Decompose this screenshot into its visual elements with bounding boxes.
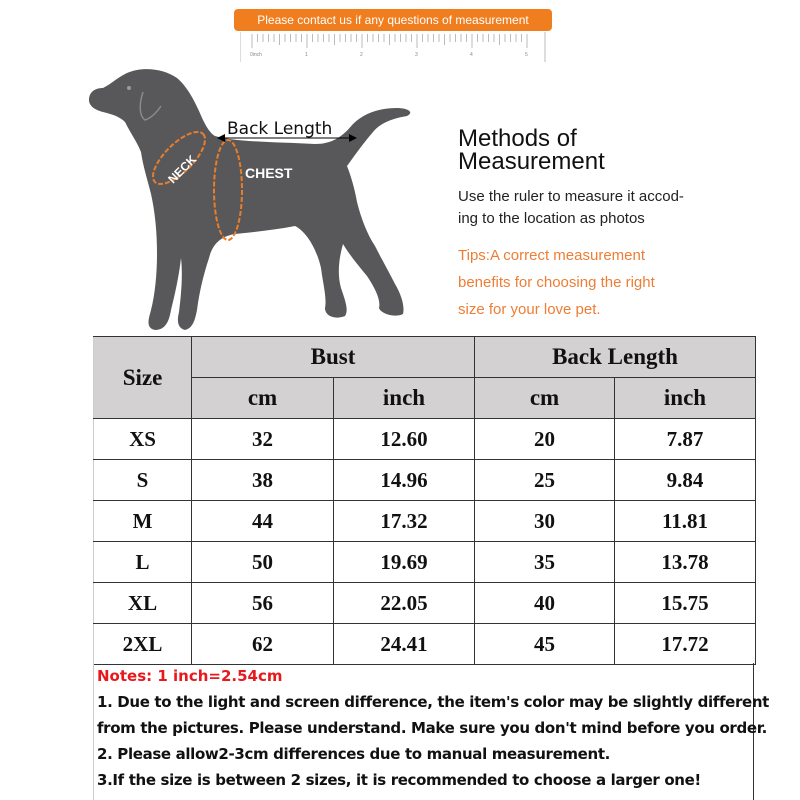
- size-chart-table: [93, 336, 756, 665]
- methods-tips: [458, 242, 758, 323]
- methods-title-line: Measurement: [458, 148, 605, 175]
- value-cell: 13.78: [615, 542, 756, 583]
- table-row: [94, 501, 756, 542]
- methods-title-line: Methods of: [458, 125, 577, 152]
- value-cell: 11.81: [615, 501, 756, 542]
- size-cell: M: [94, 501, 192, 542]
- methods-section: [458, 127, 758, 323]
- banner-text: Please contact us if any questions of measurement: [257, 13, 529, 27]
- table-row: [94, 542, 756, 583]
- ruler-label: 5: [525, 52, 528, 58]
- ruler-label: 1: [305, 52, 308, 58]
- table-row: [94, 460, 756, 501]
- size-cell: 2XL: [94, 624, 192, 665]
- table-row: [94, 583, 756, 624]
- tips-line: benefits for choosing the right: [458, 274, 655, 291]
- size-cell: L: [94, 542, 192, 583]
- value-cell: 17.32: [334, 501, 475, 542]
- size-header: Size: [94, 337, 192, 419]
- value-cell: 24.41: [334, 624, 475, 665]
- value-cell: 44: [192, 501, 334, 542]
- unit-header: cm: [475, 378, 615, 419]
- eye: [127, 86, 131, 90]
- group-header-bust: Bust: [192, 337, 475, 378]
- note-line: 3.If the size is between 2 sizes, it is recommended to choose a larger one!: [97, 771, 701, 789]
- notes-title: Notes: 1 inch=2.54cm: [97, 667, 283, 685]
- value-cell: 30: [475, 501, 615, 542]
- tips-line: size for your love pet.: [458, 301, 601, 318]
- value-cell: 17.72: [615, 624, 756, 665]
- size-cell: XL: [94, 583, 192, 624]
- unit-header: inch: [334, 378, 475, 419]
- notes-section: [93, 663, 769, 800]
- value-cell: 14.96: [334, 460, 475, 501]
- desc-line: ing to the location as photos: [458, 210, 645, 227]
- neck-label: NECK: [165, 152, 200, 187]
- unit-header: cm: [192, 378, 334, 419]
- methods-description: [458, 186, 758, 230]
- dog-silhouette: [89, 69, 410, 330]
- value-cell: 40: [475, 583, 615, 624]
- value-cell: 25: [475, 460, 615, 501]
- value-cell: 50: [192, 542, 334, 583]
- contact-banner: [234, 9, 552, 31]
- value-cell: 22.05: [334, 583, 475, 624]
- value-cell: 19.69: [334, 542, 475, 583]
- table-row: [94, 419, 756, 460]
- table-row: [94, 624, 756, 665]
- value-cell: 38: [192, 460, 334, 501]
- note-line: 2. Please allow2-3cm differences due to manual measurement.: [97, 745, 611, 763]
- ruler-label: 2: [360, 52, 363, 58]
- tips-line: Tips:A correct measurement: [458, 247, 646, 264]
- value-cell: 7.87: [615, 419, 756, 460]
- ruler-label: 4: [470, 52, 473, 58]
- value-cell: 35: [475, 542, 615, 583]
- note-line: 1. Due to the light and screen difference, the item's color may be slightly different: [97, 693, 769, 711]
- unit-header: inch: [615, 378, 756, 419]
- ruler: [240, 32, 546, 62]
- value-cell: 20: [475, 419, 615, 460]
- value-cell: 45: [475, 624, 615, 665]
- value-cell: 9.84: [615, 460, 756, 501]
- value-cell: 62: [192, 624, 334, 665]
- value-cell: 15.75: [615, 583, 756, 624]
- desc-line: Use the ruler to measure it accod-: [458, 188, 684, 205]
- ruler-label: 3: [415, 52, 418, 58]
- note-line: from the pictures. Please understand. Make sure you don't mind before you order.: [97, 719, 767, 737]
- size-cell: XS: [94, 419, 192, 460]
- chest-label: CHEST: [245, 165, 293, 181]
- dog-measurement-diagram: [85, 62, 435, 334]
- methods-title: [458, 127, 758, 173]
- ruler-label: 0inch: [250, 52, 262, 58]
- value-cell: 12.60: [334, 419, 475, 460]
- value-cell: 56: [192, 583, 334, 624]
- group-header-back-length: Back Length: [475, 337, 756, 378]
- value-cell: 32: [192, 419, 334, 460]
- size-cell: S: [94, 460, 192, 501]
- back-length-label: Back Length: [227, 119, 333, 139]
